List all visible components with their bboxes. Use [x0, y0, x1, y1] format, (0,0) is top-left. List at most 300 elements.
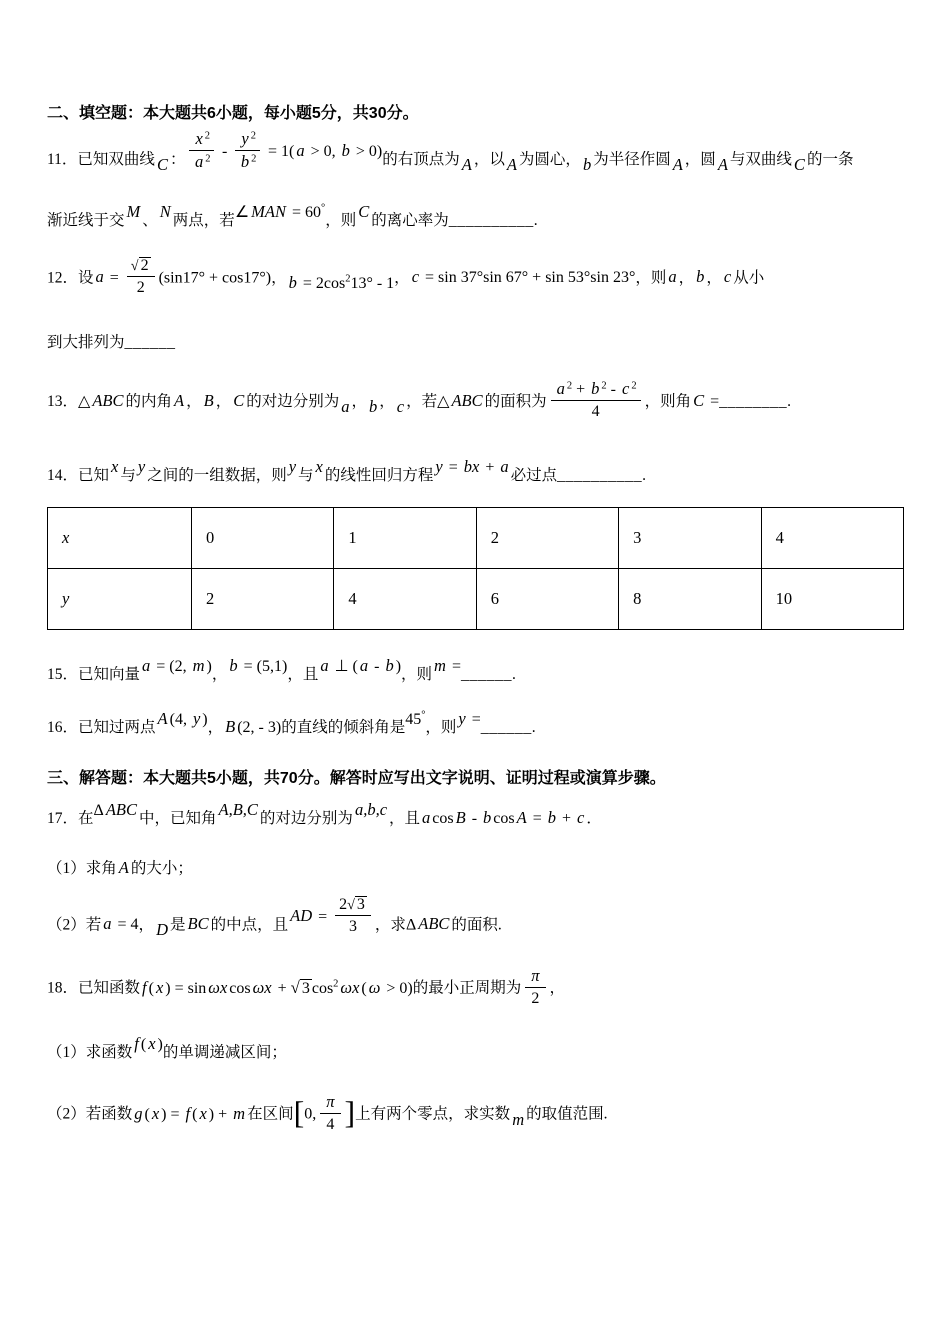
- fraction: [525, 966, 545, 1008]
- math-text: △: [437, 392, 450, 410]
- fraction-numerator: [189, 129, 214, 151]
- superscript: °: [421, 709, 426, 721]
- text-run: ，: [207, 718, 224, 736]
- math-text: ) =: [161, 1106, 184, 1124]
- text-run: ．: [586, 810, 602, 828]
- text-run: 的直线的倾斜角是: [281, 718, 406, 736]
- table-value-cell: 2: [476, 508, 618, 569]
- math-variable: ABC: [105, 800, 137, 820]
- math-variable: y: [458, 708, 466, 728]
- fraction: [189, 129, 214, 172]
- math-text: (: [140, 1036, 147, 1054]
- math-text: 2: [140, 256, 149, 274]
- math-text: cos: [311, 979, 334, 997]
- question-16: [47, 708, 904, 741]
- superscript: 2: [205, 153, 211, 165]
- section-answer-header: 三、解答题：本大题共5小题，共70分。解答时应写出文字说明、证明过程或演算步骤。: [47, 770, 666, 788]
- text-run: 12．设: [47, 269, 94, 287]
- math-variable: a: [341, 396, 350, 416]
- math-group: [132, 1106, 247, 1123]
- math-text: -: [218, 142, 232, 160]
- math-text: cos: [432, 810, 454, 828]
- text-run: .: [531, 718, 536, 736]
- radicand: [355, 896, 367, 912]
- math-group: [185, 131, 382, 174]
- text-run: .: [533, 211, 538, 229]
- math-group: [94, 796, 139, 824]
- math-text: (2, - 3): [237, 718, 282, 736]
- text-run: （2）若函数: [47, 1106, 133, 1124]
- text-run: 18．已知函数: [47, 979, 141, 997]
- math-variable: ωx: [340, 977, 360, 997]
- math-text: = 2cos: [298, 275, 346, 293]
- superscript: °: [321, 202, 326, 214]
- math-variable: b: [385, 656, 394, 676]
- text-run: ，: [394, 269, 410, 287]
- text-run: ，: [351, 392, 368, 410]
- fraction: [235, 129, 260, 172]
- text-run: 两点，若: [172, 211, 235, 229]
- radical-sign: √: [347, 896, 355, 913]
- math-variable: m: [512, 1110, 525, 1130]
- math-variable: N: [159, 201, 171, 221]
- math-text: cos: [493, 810, 515, 828]
- question-line: [47, 656, 904, 688]
- table-value-cell: 3: [619, 508, 761, 569]
- math-variable: M: [126, 201, 141, 221]
- math-variable: c: [396, 396, 405, 416]
- text-run: ，则角: [644, 392, 692, 410]
- text-run: （1）求角: [47, 860, 117, 878]
- math-group: [432, 652, 461, 680]
- sqrt-radical: [347, 897, 367, 912]
- question-line: [47, 1094, 904, 1136]
- text-run: ，: [549, 979, 566, 997]
- math-variable: a: [296, 140, 305, 160]
- math-variable: x: [195, 129, 203, 148]
- math-variable: b: [288, 273, 297, 293]
- answer-blank: ________: [719, 392, 788, 410]
- question-line: [47, 1034, 904, 1066]
- math-variable: B: [203, 390, 214, 410]
- superscript: 2: [204, 130, 211, 142]
- question-line: [47, 968, 904, 1010]
- text-run: 13．: [47, 392, 79, 410]
- text-run: 上有两个零点，求实数: [355, 1106, 511, 1124]
- section-fill-header: 二、填空题：本大题共6小题，每小题5分，共30分。: [47, 105, 419, 122]
- math-variable: a: [142, 656, 151, 676]
- math-variable: C: [156, 154, 168, 174]
- text-run: 在区间: [247, 1106, 294, 1124]
- math-variable: ωx: [208, 977, 228, 997]
- math-variable: g: [134, 1104, 143, 1124]
- answer-blank: ______: [460, 666, 512, 684]
- math-text: 45: [405, 710, 422, 728]
- math-variable: ABC: [418, 914, 450, 934]
- math-variable: D: [156, 920, 168, 940]
- big-bracket: [: [293, 1094, 305, 1131]
- math-text: 3: [349, 917, 358, 935]
- math-group: [405, 706, 425, 733]
- text-run: ，则: [325, 211, 357, 229]
- text-run: 17．在: [47, 810, 94, 828]
- text-run: 为圆心，: [518, 150, 581, 168]
- math-variable: a: [668, 267, 677, 287]
- math-variable: a: [195, 151, 204, 171]
- math-variable: y: [137, 457, 146, 477]
- math-variable: b: [240, 151, 250, 171]
- math-text: 3: [301, 979, 310, 997]
- math-text: ⊥ (: [330, 658, 358, 676]
- math-text: (: [144, 1106, 150, 1124]
- question-line: [47, 329, 904, 356]
- text-run: 的对边分别为: [246, 392, 340, 410]
- math-text: = (2,: [152, 658, 191, 676]
- math-variable: A: [118, 858, 129, 878]
- math-variable: BC: [187, 914, 209, 934]
- text-run: ，: [678, 269, 695, 287]
- math-variable: π: [531, 966, 540, 986]
- math-text: = 60: [288, 203, 322, 221]
- math-text: = sin 37°sin 67° + sin 53°sin 23°: [421, 269, 636, 287]
- math-variable: A: [157, 708, 168, 728]
- math-variable: c: [577, 808, 585, 828]
- text-run: 的单调递减区间；: [162, 1044, 287, 1062]
- math-variable: ωx: [252, 977, 272, 997]
- math-text: ) +: [208, 1106, 232, 1124]
- text-run: .: [787, 392, 792, 410]
- math-text: = (5,1): [239, 658, 288, 676]
- text-run: 到大排列为: [47, 334, 125, 352]
- answer-blank: ______: [124, 334, 176, 352]
- table-value-cell: 2: [192, 569, 334, 630]
- table-value-cell: 10: [761, 569, 903, 630]
- text-run: 的右顶点为: [382, 150, 460, 168]
- math-variable: A: [174, 390, 185, 410]
- text-run: 渐近线于交: [47, 211, 125, 229]
- text-run: 的大小；: [130, 860, 193, 878]
- math-variable: A: [717, 154, 728, 174]
- text-run: 11．已知双曲线: [47, 150, 155, 168]
- question-17: [47, 800, 904, 946]
- question-line: [47, 854, 904, 882]
- answer-blank: ______: [480, 718, 532, 736]
- math-text: 3: [356, 895, 365, 913]
- fraction-numerator: [551, 379, 641, 401]
- math-text: (: [192, 1106, 198, 1124]
- exam-content: [47, 100, 904, 1136]
- text-run: 的面积.: [451, 916, 502, 934]
- text-run: 16．已知过两点: [47, 718, 156, 736]
- math-variable: b: [229, 656, 238, 676]
- text-run: 为半径作圆: [593, 150, 671, 168]
- question-13: [47, 378, 904, 423]
- math-variable: x: [315, 457, 323, 477]
- math-group: [140, 652, 212, 680]
- question-line: [47, 378, 904, 423]
- math-variable: B: [225, 716, 236, 736]
- text-run: 中，已知角: [138, 810, 217, 828]
- math-variable: a: [95, 267, 104, 287]
- text-run: （2）若: [47, 916, 102, 934]
- math-text: > 0): [382, 979, 413, 997]
- table-value-cell: 0: [192, 508, 334, 569]
- table-variable-cell: y: [48, 569, 192, 630]
- fraction-denominator: [235, 151, 260, 172]
- fraction-numerator: [127, 256, 155, 277]
- math-variable: ω: [368, 977, 381, 997]
- text-run: ，且: [389, 810, 421, 828]
- math-group: [132, 1030, 163, 1058]
- text-run: ，: [271, 269, 287, 287]
- math-variable: b: [591, 378, 600, 398]
- math-variable: C: [693, 390, 705, 410]
- math-variable: B: [455, 808, 466, 828]
- table-row: [48, 569, 904, 630]
- fraction-numerator: [235, 129, 260, 151]
- question-18: [47, 968, 904, 1136]
- math-variable: x: [148, 1034, 156, 1054]
- text-run: ，: [379, 392, 395, 410]
- math-variable: x: [155, 977, 164, 997]
- math-variable: a: [320, 656, 329, 676]
- math-variable: b: [483, 808, 492, 828]
- math-variable: m: [192, 656, 205, 676]
- math-variable: AD: [290, 906, 313, 926]
- math-group: [288, 897, 375, 938]
- answer-blank: __________: [448, 211, 534, 229]
- fraction: [551, 379, 641, 421]
- math-variable: a: [556, 378, 565, 398]
- text-run: 15．已知向量: [47, 666, 141, 684]
- question-15: [47, 656, 904, 688]
- math-variable: b: [547, 808, 556, 828]
- text-run: ，圆: [684, 150, 716, 168]
- text-run: 的一条: [806, 150, 854, 168]
- math-text: > 0): [351, 142, 383, 160]
- text-run: 的内角: [125, 392, 173, 410]
- text-run: ，则: [635, 269, 667, 287]
- math-text: ): [202, 710, 208, 728]
- question-line: [47, 457, 904, 489]
- text-run: 的最小正周期为: [412, 979, 522, 997]
- data-table: [47, 507, 904, 630]
- math-text: = 4: [113, 916, 139, 934]
- math-text: -: [606, 380, 620, 398]
- math-variable: y: [192, 708, 201, 728]
- table-row: [48, 508, 904, 569]
- fraction-numerator: [335, 895, 371, 916]
- text-run: ，: [186, 392, 202, 410]
- sqrt-radical: [131, 258, 151, 273]
- math-variable: π: [326, 1092, 335, 1112]
- text-run: ，: [211, 666, 228, 684]
- radicand: [300, 979, 312, 997]
- math-variable: b: [369, 396, 378, 416]
- math-variable: ABC: [451, 390, 483, 410]
- math-text: =: [467, 710, 481, 728]
- math-variable: C: [793, 154, 805, 174]
- math-text: =: [314, 908, 332, 926]
- math-variable: f: [142, 977, 147, 997]
- text-run: 的面积为: [484, 392, 547, 410]
- radical-sign: √: [130, 257, 139, 274]
- question-14: [47, 457, 904, 489]
- math-text: =: [105, 269, 123, 287]
- fraction-denominator: [189, 151, 214, 172]
- math-text: ) = sin: [165, 979, 207, 997]
- superscript: 2: [566, 380, 573, 392]
- math-text: 2: [339, 895, 348, 913]
- math-group: [287, 269, 395, 297]
- math-variable: A: [506, 154, 517, 174]
- math-variable: a,b,c: [354, 800, 388, 820]
- table-variable-cell: x: [48, 508, 192, 569]
- math-group: [420, 810, 586, 827]
- question-line: [47, 895, 904, 946]
- superscript: 2: [250, 130, 256, 142]
- math-text: =: [447, 658, 461, 676]
- text-run: ，求: [374, 916, 406, 934]
- math-variable: c: [622, 378, 630, 398]
- math-variable: f: [185, 1104, 191, 1124]
- radical-sign: √: [290, 977, 300, 997]
- fraction-numerator: [320, 1092, 340, 1114]
- fraction: [320, 1092, 340, 1134]
- math-variable: m: [434, 656, 446, 676]
- superscript: 2: [345, 273, 351, 285]
- math-group: [101, 916, 138, 933]
- math-text: (4,: [169, 710, 191, 728]
- math-variable: b: [582, 154, 592, 174]
- math-text: (: [148, 979, 154, 997]
- math-group: [223, 716, 282, 736]
- text-run: 的取值范围.: [526, 1106, 608, 1124]
- superscript: 2: [631, 380, 637, 392]
- table-value-cell: 4: [334, 569, 476, 630]
- math-text: +: [481, 459, 499, 477]
- math-text: -: [370, 658, 384, 676]
- math-text: (sin17° + cos17°): [158, 269, 272, 287]
- math-variable: c: [411, 267, 420, 287]
- text-run: 与: [120, 467, 136, 485]
- math-text: -: [467, 810, 482, 828]
- big-bracket: ]: [344, 1094, 356, 1131]
- text-run: 从小: [733, 269, 765, 287]
- math-text: = 1(: [263, 142, 295, 160]
- math-group: [456, 705, 480, 733]
- table-value-cell: 6: [476, 569, 618, 630]
- math-variable: a: [500, 457, 509, 477]
- question-line: [47, 129, 904, 182]
- math-variable: a: [422, 808, 431, 828]
- text-run: .: [511, 666, 516, 684]
- text-run: 与: [298, 467, 314, 485]
- math-variable: C: [233, 390, 245, 410]
- math-variable: y: [241, 129, 249, 148]
- math-group: [227, 652, 287, 680]
- math-text: +: [273, 979, 291, 997]
- text-run: 之间的一组数据，则: [147, 467, 287, 485]
- text-run: 必过点: [510, 467, 558, 485]
- text-run: 的线性回归方程: [324, 467, 434, 485]
- math-variable: x: [199, 1104, 207, 1124]
- math-variable: f: [134, 1034, 139, 1054]
- math-text: cos: [229, 979, 251, 997]
- text-run: .: [642, 467, 646, 485]
- table-value-cell: 1: [334, 508, 476, 569]
- text-run: 的离心率为: [371, 211, 449, 229]
- math-group: [410, 269, 636, 286]
- math-variable: A: [461, 154, 472, 174]
- text-run: ，: [215, 392, 232, 410]
- math-variable: A,B,C: [218, 800, 258, 820]
- math-text: 13° - 1: [350, 275, 395, 293]
- math-variable: y: [435, 457, 443, 477]
- math-group: [156, 705, 208, 733]
- answer-blank: __________: [557, 467, 643, 485]
- math-text: =: [444, 459, 462, 477]
- math-group: [235, 198, 325, 226]
- table-value-cell: 4: [761, 508, 903, 569]
- text-run: ，则: [401, 666, 433, 684]
- superscript: 2: [333, 978, 339, 990]
- text-run: 是: [169, 916, 186, 934]
- fraction: [127, 256, 155, 297]
- question-11: [47, 129, 904, 234]
- math-group: [140, 977, 413, 997]
- superscript: 2: [601, 380, 607, 392]
- math-variable: m: [233, 1104, 246, 1124]
- math-text: ): [206, 658, 212, 676]
- math-text: =: [706, 392, 720, 410]
- math-text: Δ: [93, 802, 104, 820]
- math-variable: x: [111, 457, 119, 477]
- fraction: [335, 895, 371, 936]
- text-run: ，以: [473, 150, 505, 168]
- text-run: ，且: [287, 666, 319, 684]
- math-variable: A: [672, 154, 683, 174]
- fraction-numerator: [525, 966, 545, 988]
- sqrt-radical: [290, 977, 312, 997]
- superscript: 2: [251, 153, 257, 165]
- math-text: (: [361, 979, 367, 997]
- math-variable: ABC: [92, 390, 124, 410]
- math-text: 0,: [304, 1106, 317, 1124]
- fraction-denominator: [127, 277, 155, 297]
- math-text: =: [528, 810, 546, 828]
- math-variable: a: [359, 656, 369, 676]
- text-run: 14．已知: [47, 467, 110, 485]
- math-text: +: [557, 810, 576, 828]
- math-variable: b: [696, 267, 705, 287]
- math-variable: y: [288, 457, 297, 477]
- math-text: +: [572, 380, 590, 398]
- table-value-cell: 8: [619, 569, 761, 630]
- math-text: ): [157, 1036, 163, 1054]
- text-run: ，: [706, 269, 722, 287]
- text-run: ，若: [406, 392, 438, 410]
- fraction-denominator: [525, 988, 545, 1008]
- math-variable: c: [723, 267, 732, 287]
- text-run: （1）求函数: [47, 1044, 133, 1062]
- text-run: 的对边分别为: [259, 810, 353, 828]
- question-line: [47, 258, 904, 299]
- fraction-denominator: [335, 916, 371, 936]
- question-line: [47, 800, 904, 832]
- question-line: [47, 708, 904, 741]
- math-text: 2: [531, 989, 540, 1007]
